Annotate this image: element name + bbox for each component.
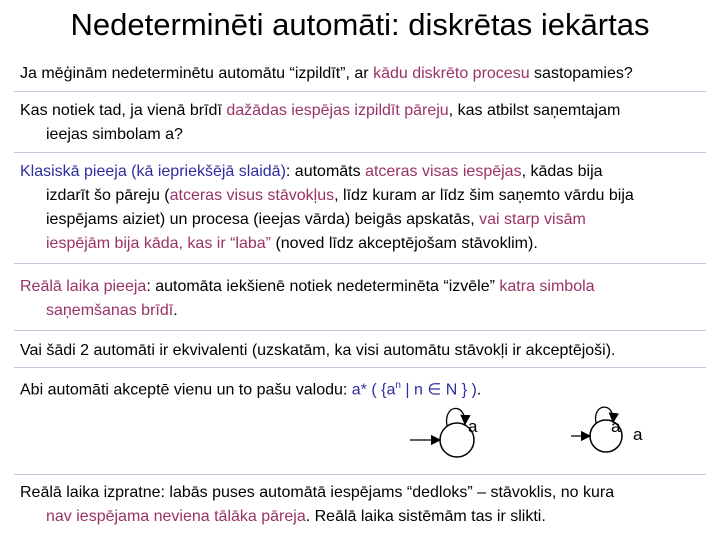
p6-formula-start: a* ( {a [351, 381, 396, 399]
p3-highlight-1: atceras visas iespējas [365, 163, 522, 180]
right-out-label: a [633, 425, 643, 444]
right-automaton [571, 407, 643, 452]
p3-text-g: , līdz kuram ar līdz šim saņemto vārdu bija [334, 187, 634, 204]
paragraph-deadlock [20, 481, 710, 529]
p3-text-k: (noved līdz akceptējošam stāvoklim). [271, 235, 538, 252]
p6-formula-superscript: n [395, 380, 401, 391]
p1-text-a: Ja mēģinām nedeterminētu automātu “izpildīt”, ar [20, 65, 374, 82]
p2-highlight: dažādas iespējas izpildīt pāreju [226, 102, 449, 119]
p4-highlight-1: katra simbola [499, 278, 595, 295]
left-automaton [410, 408, 478, 457]
p6-text-d: . [476, 381, 482, 399]
p1-highlight: kādu diskrēto procesu [373, 65, 530, 82]
p6-formula-end: | n ∈ N } ) [400, 381, 477, 399]
p7-highlight: nav iespējama neviena tālāka pāreja [46, 508, 306, 525]
p3-classic-label: Klasiskā pieeja (kā iepriekšējā slaidā) [20, 163, 286, 180]
p3-highlight-3: vai starp visām [479, 211, 586, 228]
p4-text-e: . [173, 302, 178, 319]
p4-realtime-label: Reālā laika pieeja [20, 278, 147, 295]
p3-text-e: izdarīt šo pāreju ( [46, 187, 170, 204]
p2-line-2: ieejas simbolam a? [46, 126, 183, 143]
p2-text-c: , kas atbilst saņemtajam [448, 102, 621, 119]
p3-text-d: , kādas bija [521, 163, 603, 180]
p6-text-a: Abi automāti akceptē vienu un to pašu valodu: [20, 381, 352, 399]
p4-highlight-2: saņemšanas brīdī [46, 302, 174, 319]
p2-text-a: Kas notiek tad, ja vienā brīdī [20, 102, 227, 119]
p3-text-b: : automāts [285, 163, 366, 180]
p5-text: Vai šādi 2 automāti ir ekvivalenti (uzskatām, ka visi automātu stāvokļi ir akceptējoši). [20, 342, 616, 359]
p3-highlight-4: iespējām bija kāda, kas ir “laba” [46, 235, 271, 252]
p4-text-b: : automāta iekšienē notiek nedeterminēta “izvēle” [146, 278, 500, 295]
p3-text-h: iespējams aiziet) un procesa (ieejas vārda) beigās apskatās, [46, 211, 480, 228]
p7-text-c: . Reālā laika sistēmām tas ir slikti. [305, 508, 546, 525]
left-loop-label: a [468, 417, 478, 436]
p1-text-c: sastopamies? [529, 65, 633, 82]
separator [14, 474, 706, 475]
p3-highlight-2: atceras visus stāvokļus [169, 187, 335, 204]
right-loop-label: a [611, 417, 621, 436]
slide-title: Nedeterminēti automāti: diskrētas iekārtas [70, 7, 650, 42]
p7-text-a: Reālā laika izpratne: labās puses automātā iespējams “dedloks” – stāvoklis, no kura [20, 484, 615, 501]
p7-line-2 [20, 505, 710, 529]
